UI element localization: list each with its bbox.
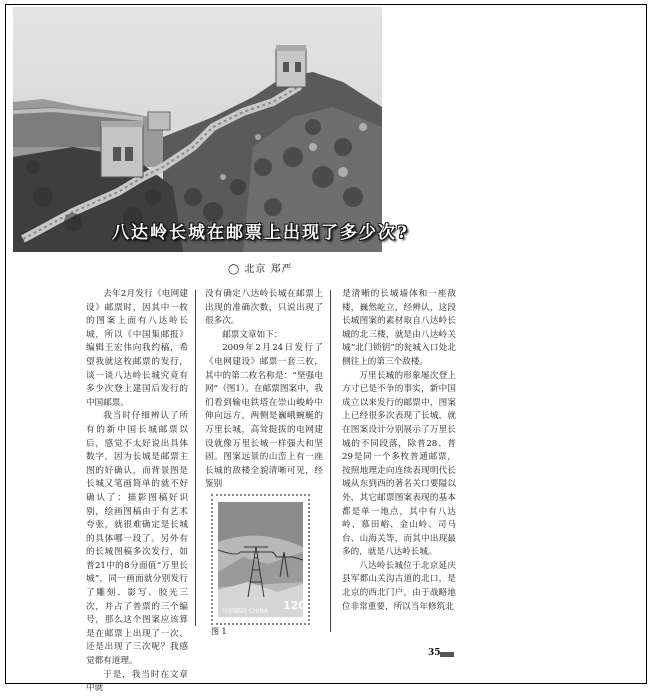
text-column-1: [86, 288, 188, 696]
paragraph: 邮票文章如下：: [222, 329, 283, 340]
paragraph: 2009年2月24日发行了《电网建设》邮票一套三枚，其中的第二枚名称是：“坚强电网”（图1）。在邮票图案中，我们看到输电铁塔在崇山峻岭中伸向远方，两侧是巍峨蜿蜒的万里长城，高耸挺拔的电网建设就像万里长城一样强大和坚固。图案远景的山峦上有一座长城的敌楼全貌清晰可见，经鉴别: [205, 343, 323, 490]
great-wall-image: [13, 7, 382, 252]
paragraph: 八达岭长城位于北京延庆县军都山关沟古道的北口，是北京的西北门户，由于战略地位非常重要，所以当年修筑北: [342, 560, 456, 612]
column-divider: [330, 290, 331, 632]
stamp-issuer: 中国邮政 CHINA: [223, 608, 268, 615]
stamp-figure: [211, 494, 310, 625]
great-wall-photo: [13, 7, 382, 252]
text-column-2: [205, 288, 323, 492]
column-divider: [195, 290, 196, 626]
paragraph: 去年2月发行《电网建设》邮票时，因其中一枚的图案上面有八达岭长城，所以《中国集邮报》编辑王宏伟向我约稿，希望我就这枚邮票的发行，谈一谈八达岭长城究竟有多少次登上建国后发行的中国邮票。: [86, 289, 188, 408]
paragraph: 万里长城的形象屡次登上方寸已是不争的事实，新中国成立以来发行的邮票中，图案上已经很多次表现了长城，就在图案设计分别展示了万里长城的不同段落，除普28、普29是同一个多枚普通邮票，按照地理走向连续表现明代长城从东到西的著名关口要隘以外，其它邮票图案表现的基本都是单一地点，其中有八达岭、慕田峪、金山岭、司马台、山海关等，而其中出现最多的，就是八达岭长城。: [342, 370, 456, 558]
article-title: 八达岭长城在邮票上出现了多少次?: [112, 223, 409, 243]
paragraph: 于是，我当时在文章中就: [86, 669, 188, 694]
text-column-3: [342, 288, 456, 614]
paragraph: 我当时仔细辨认了所有的新中国长城邮票以后，感觉不太好说出具体数字，因为长城是邮票主图的好确认，而背景图是长城又笔画简单的就不好确认了；描影图稿好识别，绘画图稿由于有艺术夸张，就很难确定是长城的具体哪一段了。另外有的长城图稿多次发行，如普21中的8分面值“万里长城”，同一画面就分别发行了雕刻、影写、胶光三次，并占了普票的三个编号，那么这个图案应该算是在邮票上出现了一次，还是出现了三次呢？我感觉都有道理。: [86, 411, 188, 667]
paragraph: 是清晰的长城墙体和一座敌楼，巍然屹立，经辨认，这段长城图案的素材取自八达岭长城的北三楼，就是由八达岭关城“北门锁钥”的瓮城入口处北侧往上的第三个敌楼。: [342, 289, 456, 367]
page-number: 35: [428, 648, 441, 658]
page-number-bar: [440, 652, 454, 657]
paragraph: 没有确定八达岭长城在邮票上出现的准确次数，只说出现了很多次。: [205, 289, 323, 327]
article-author: ◯ 北京 郑严: [228, 264, 293, 275]
stamp-value: 120: [283, 599, 306, 612]
figure-caption: 图 1: [211, 627, 227, 636]
